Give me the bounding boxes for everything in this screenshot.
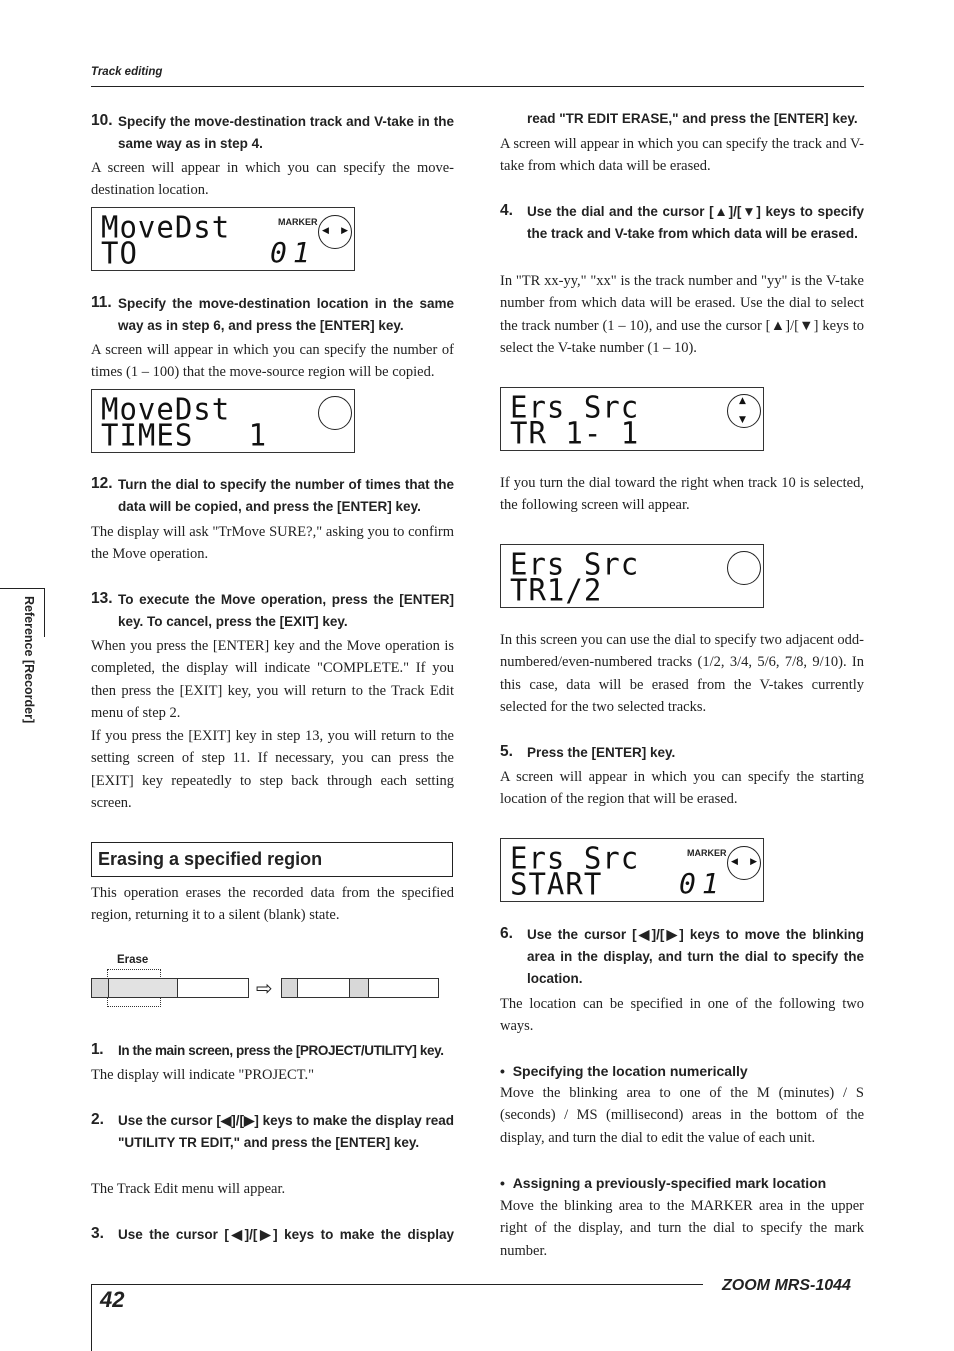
lcd-display-movedst-times — [91, 389, 355, 453]
paragraph: A screen will appear in which you can specify the number of times (1 – 100) that the move-source region will be copied. — [91, 342, 454, 381]
lcd-value: 01 — [270, 236, 316, 269]
step-number: 10. — [91, 112, 113, 129]
step-2 — [91, 1110, 454, 1154]
paragraph: Move the blinking area to one of the M (minutes) / S (seconds) / MS (millisecond) areas in the bottom of the display, and turn the dial to edit the value of each unit. — [500, 1085, 864, 1146]
step-number: 1. — [91, 1041, 104, 1058]
lcd-display-ers-src-tr12 — [500, 544, 764, 608]
paragraph: In this screen you can use the dial to specify two adjacent odd-numbered/even-numbered tracks (1/2, 3/4, 5/6, 7/8, 9/10). In this case, data will be erased from the V-takes currently selected for the two selected tracks. — [500, 632, 864, 716]
bullet-dot: • — [500, 1175, 513, 1191]
page-number: 42 — [100, 1287, 125, 1312]
step-number: 12. — [91, 475, 113, 492]
lcd-line-1: Ers Src — [510, 546, 640, 582]
footer-rule — [91, 1284, 703, 1285]
paragraph: If you turn the dial toward the right when track 10 is selected, the following screen will appear. — [500, 475, 864, 514]
step-number: 11. — [91, 294, 112, 311]
step-4 — [500, 201, 864, 245]
step-text: Turn the dial to specify the number of times that the data will be copied, and press the [ENTER] key. — [118, 477, 454, 514]
product-name: ZOOM MRS-1044 — [722, 1277, 851, 1294]
step-1 — [91, 1040, 454, 1062]
step-13 — [91, 589, 454, 633]
step-text: Use the cursor [◀]/[▶] keys to move the blinking area in the display, and turn the dial to specify the location. — [527, 927, 864, 986]
bullet-text: Assigning a previously-specified mark location — [512, 1175, 827, 1191]
running-header: Track editing — [91, 66, 163, 78]
lcd-line-1: Ers Src — [510, 389, 640, 425]
step-6 — [500, 924, 864, 990]
step-3 — [91, 1224, 454, 1246]
bullet-text: Specifying the location numerically — [512, 1063, 748, 1079]
bullet-dot: • — [500, 1063, 513, 1079]
dial-icon — [727, 551, 761, 585]
arrow-right-icon: ⇨ — [256, 976, 273, 1000]
lcd-display-ers-src-start — [500, 838, 764, 902]
lcd-line-1: MoveDst — [101, 209, 231, 245]
paragraph: A screen will appear in which you can specify the starting location of the region that will be erased. — [500, 769, 864, 808]
header-rule — [91, 86, 864, 87]
track-segment-erased — [108, 978, 178, 998]
step-number: 6. — [500, 925, 513, 942]
marker-label: MARKER — [687, 848, 727, 858]
lcd-display-ers-src-tr — [500, 387, 764, 451]
step-text: To execute the Move operation, press the [ENTER] key. To cancel, press the [EXIT] key. — [118, 592, 454, 629]
side-tab-label: Reference [Recorder] — [22, 596, 36, 724]
bullet-item — [500, 1172, 864, 1194]
track-segment — [91, 978, 109, 998]
footer-vertical-rule — [91, 1284, 92, 1351]
step-11 — [91, 293, 454, 337]
step-12 — [91, 474, 454, 518]
paragraph: The Track Edit menu will appear. — [91, 1181, 286, 1197]
lcd-line-2: TIMES 1 — [101, 417, 268, 453]
step-text: Use the cursor [◀]/[▶] keys to make the display — [118, 1227, 454, 1242]
lcd-line-1: MoveDst — [101, 391, 231, 427]
step-5 — [500, 742, 864, 764]
paragraph: When you press the [ENTER] key and the Move operation is completed, the display will indicate "COMPLETE." If you then press the [EXIT] key, you will return to the Track Edit menu of step 2. — [91, 638, 454, 722]
step-3-continued: read "TR EDIT ERASE," and press the [ENTER] key. — [527, 111, 858, 126]
section-title: Erasing a specified region — [98, 849, 323, 869]
paragraph: If you press the [EXIT] key in step 13, you will return to the setting screen of step 11. If necessary, you can press the [EXIT] key repeatedly to step back through each setting screen. — [91, 728, 454, 812]
track-segment — [281, 978, 298, 998]
paragraph: In "TR xx-yy," "xx" is the track number and "yy" is the V-take number from which data will be erased. Use the dial to select the track number (1 – 10), and use the cursor [▲]/[▼] keys to select the V-take number (1 – 10). — [500, 273, 864, 357]
step-text: Use the cursor [◀]/[▶] keys to make the display read "UTILITY TR EDIT," and press the [ENTER] key. — [118, 1113, 454, 1150]
step-text: Use the dial and the cursor [▲]/[▼] keys to specify the track and V-take from which data will be erased. — [527, 204, 864, 241]
step-text: Press the [ENTER] key. — [527, 745, 676, 760]
step-text: Specify the move-destination track and V-take in the same way as in step 4. — [118, 114, 454, 151]
step-text: In the main screen, press the [PROJECT/UTILITY] key. — [118, 1043, 444, 1058]
marker-label: MARKER — [278, 217, 318, 227]
side-tab — [0, 588, 45, 748]
erase-label: Erase — [117, 954, 149, 966]
step-number: 3. — [91, 1225, 104, 1242]
paragraph: The display will indicate "PROJECT." — [91, 1067, 315, 1083]
lcd-display-movedst-to — [91, 207, 355, 271]
step-number: 4. — [500, 202, 513, 219]
dial-left-right-icon: ◀ ▶ — [318, 215, 352, 249]
dial-up-down-icon: ▲ ▼ — [727, 394, 761, 428]
lcd-line-1: Ers Src — [510, 840, 640, 876]
track-segment — [349, 978, 369, 998]
lcd-line-2: START — [510, 866, 603, 902]
step-text: Specify the move-destination location in the same way as in step 6, and press the [ENTER] key. — [118, 296, 454, 333]
step-number: 5. — [500, 743, 513, 760]
lcd-value: 01 — [679, 867, 725, 900]
step-number: 13. — [91, 590, 113, 607]
step-number: 2. — [91, 1111, 104, 1128]
paragraph: A screen will appear in which you can specify the move-destination location. — [91, 160, 454, 199]
step-10 — [91, 111, 454, 155]
paragraph: The location can be specified in one of the following two ways. — [500, 996, 864, 1035]
lcd-line-2: TR1/2 — [510, 572, 603, 608]
paragraph: The display will ask "TrMove SURE?," asking you to confirm the Move operation. — [91, 524, 454, 563]
dial-icon — [318, 396, 352, 430]
paragraph: Move the blinking area to the MARKER area in the upper right of the display, and turn the dial to specify the mark number. — [500, 1198, 864, 1259]
lcd-line-2: TR 1- 1 — [510, 415, 640, 451]
lcd-line-2: TO — [101, 235, 138, 271]
dial-left-right-icon: ◀ ▶ — [727, 846, 761, 880]
paragraph: This operation erases the recorded data from the specified region, returning it to a silent (blank) state. — [91, 885, 454, 924]
paragraph: A screen will appear in which you can specify the track and V-take from which data will be erased. — [500, 136, 864, 175]
section-heading-box — [91, 842, 453, 877]
bullet-item — [500, 1060, 864, 1082]
